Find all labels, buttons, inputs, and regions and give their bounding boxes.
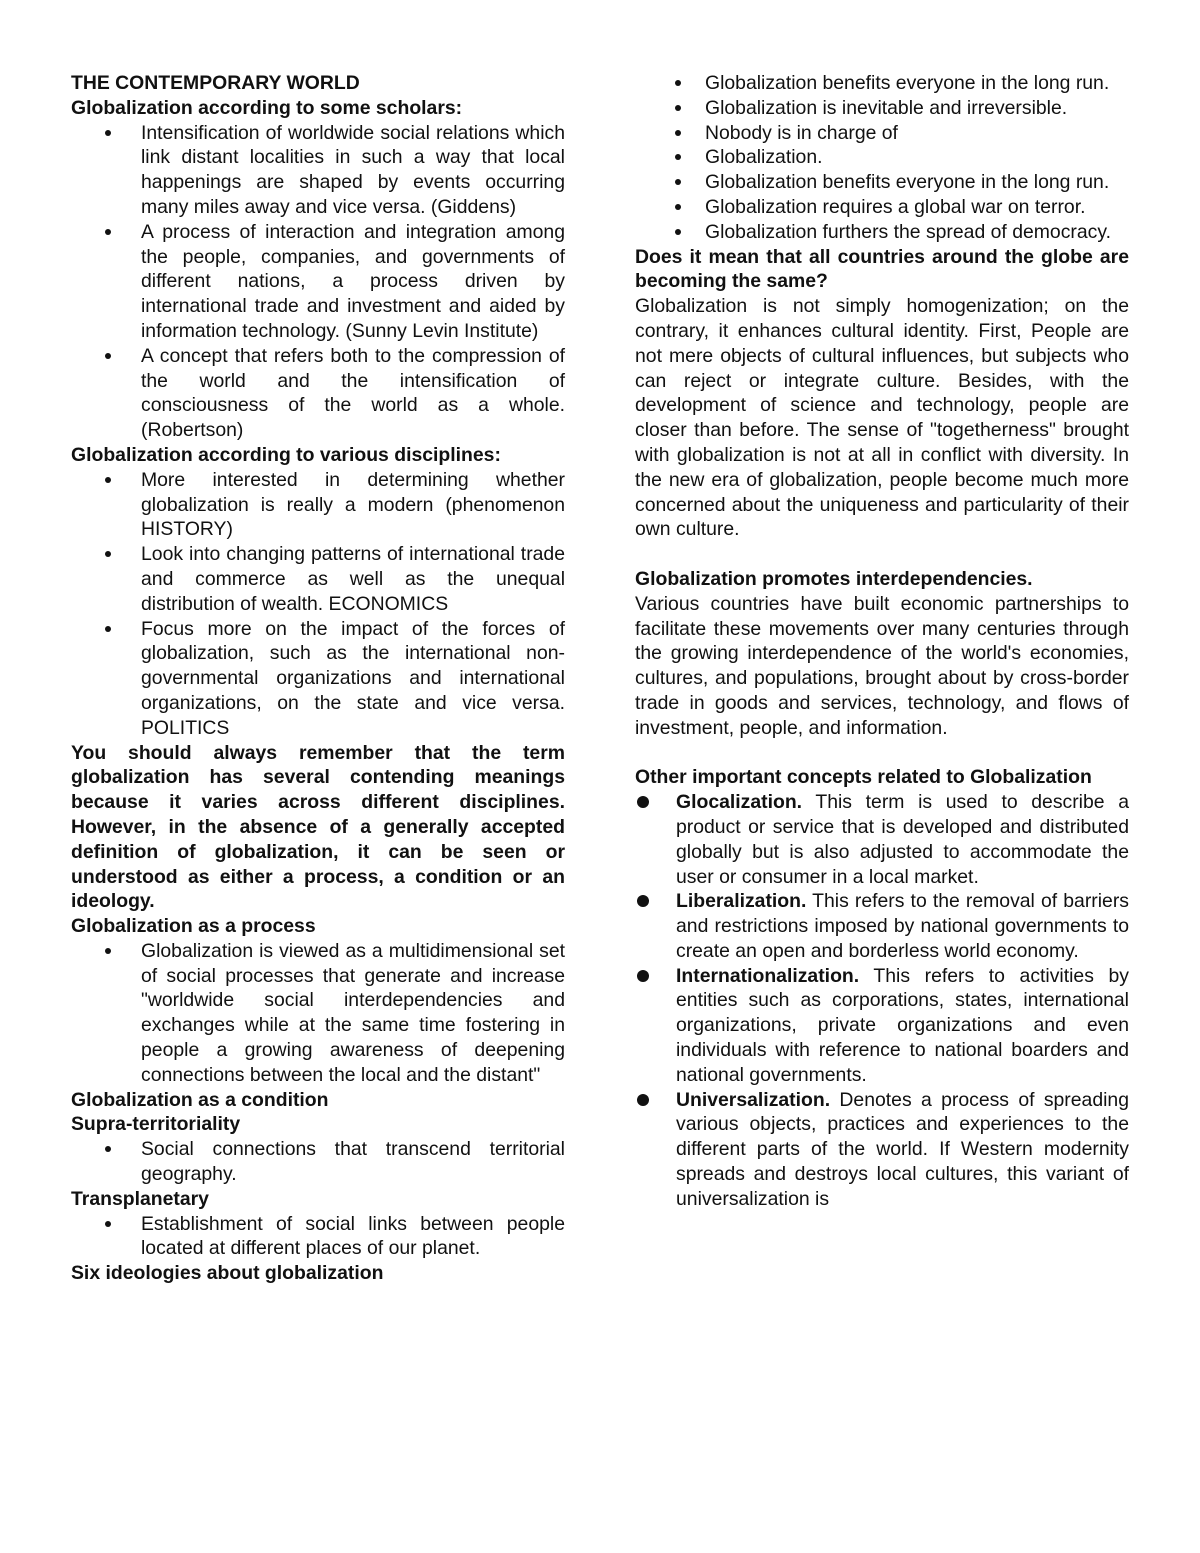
- list-item: Globalization is inevitable and irreversible.: [635, 96, 1129, 121]
- list-item: Look into changing patterns of international trade and commerce as well as the unequal distribution of wealth. ECONOMICS: [71, 542, 565, 616]
- list-item: Globalization benefits everyone in the long run.: [635, 71, 1129, 96]
- list-item: Globalization benefits everyone in the long run.: [635, 170, 1129, 195]
- concept-text: This refers to activities by entities such as corporations, states, international organizations, private organizations and even individuals with reference to national boarders and national governments.: [676, 964, 1129, 1086]
- ideologies-heading: Six ideologies about globalization: [71, 1262, 384, 1285]
- list-item: Establishment of social links between people located at different places of our planet.: [71, 1212, 565, 1262]
- same-body: Globalization is not simply homogenization; on the contrary, it enhances cultural identity. First, People are not mere objects of cultural influences, but subjects who can reject or integrate culture. Besides, with the development of science and technology, people are closer than before. The sense of "togetherness" brought with globalization is not at all in conflict with diversity. In the new era of globalization, people become much more concerned about the uniqueness and particularity of their own culture.: [635, 295, 1129, 541]
- list-item: Globalization is viewed as a multidimensional set of social processes that generate and increase "worldwide social interdependencies and exchanges while at the same time fostering in people a growing awareness of deepening connections between the local and the distant": [71, 939, 565, 1088]
- spacer: [635, 741, 1129, 766]
- concept-term: Liberalization.: [676, 890, 807, 913]
- list-item: [635, 964, 1129, 1088]
- concepts-heading: Other important concepts related to Globalization: [635, 766, 1092, 789]
- disciplines-heading: Globalization according to various disciplines:: [71, 443, 501, 466]
- list-item: [635, 790, 1129, 889]
- concept-term: Universalization.: [676, 1088, 831, 1111]
- list-item: A concept that refers both to the compression of the world and the intensification of consciousness of the world as a whole. (Robertson): [71, 344, 565, 443]
- scholars-heading: Globalization according to some scholars:: [71, 96, 463, 119]
- list-item: Intensification of worldwide social relations which link distant localities in such a way that local happenings are shaped by events occurring many miles away and vice versa. (Giddens): [71, 121, 565, 220]
- list-item: Focus more on the impact of the forces of globalization, such as the international non-governmental organizations and international organizations, on the state and vice versa. POLITICS: [71, 617, 565, 741]
- list-item: Globalization requires a global war on terror.: [635, 195, 1129, 220]
- interdependencies-heading: Globalization promotes interdependencies.: [635, 567, 1033, 590]
- supra-list: [71, 1137, 565, 1187]
- left-column: [71, 71, 565, 1286]
- concept-term: Internationalization.: [676, 964, 860, 987]
- right-column: [635, 71, 1129, 1212]
- process-heading: Globalization as a process: [71, 915, 316, 938]
- list-item: Social connections that transcend territorial geography.: [71, 1137, 565, 1187]
- disciplines-list: [71, 468, 565, 741]
- list-item: [635, 889, 1129, 963]
- scholars-list: [71, 121, 565, 443]
- spacer: [635, 542, 1129, 567]
- list-item: More interested in determining whether globalization is really a modern (phenomenon HISTORY): [71, 468, 565, 542]
- process-list: [71, 939, 565, 1088]
- same-heading: Does it mean that all countries around the globe are becoming the same?: [635, 245, 1129, 293]
- condition-heading: Globalization as a condition: [71, 1088, 329, 1111]
- list-item: Nobody is in charge of: [635, 121, 1129, 146]
- concept-text: This term is used to describe a product or service that is developed and distributed globally but is also adjusted to accommodate the user or consumer in a local market.: [676, 791, 1129, 888]
- list-item: Globalization.: [635, 145, 1129, 170]
- ideologies-list: [635, 71, 1129, 245]
- list-item: [635, 1088, 1129, 1212]
- transplanetary-list: [71, 1212, 565, 1262]
- interdependencies-body: Various countries have built economic partnerships to facilitate these movements over many centuries through the growing interdependence of the world's economies, cultures, and populations, brought about by cross-border trade in goods and services, technology, and flows of investment, people, and information.: [635, 592, 1129, 739]
- concept-text: This refers to the removal of barriers and restrictions imposed by national governments to create an open and borderless world economy.: [676, 890, 1129, 962]
- transplanetary-heading: Transplanetary: [71, 1187, 209, 1210]
- document-title: THE CONTEMPORARY WORLD: [71, 72, 360, 94]
- list-item: Globalization furthers the spread of democracy.: [635, 220, 1129, 245]
- supra-territoriality-heading: Supra-territoriality: [71, 1113, 241, 1136]
- concept-text: Denotes a process of spreading various objects, practices and experiences to the different parts of the world. If Western modernity spreads and destroys local cultures, this variant of universalization is: [676, 1088, 1129, 1210]
- remember-note: You should always remember that the term globalization has several contending meanings because it varies across different disciplines. However, in the absence of a generally accepted definition of globalization, it can be seen or understood as either a process, a condition or an ideology.: [71, 741, 565, 913]
- concept-term: Glocalization.: [676, 791, 803, 814]
- list-item: A process of interaction and integration among the people, companies, and governments of different nations, a process driven by international trade and investment and aided by information technology. (Sunny Levin Institute): [71, 220, 565, 344]
- concepts-list: [635, 790, 1129, 1212]
